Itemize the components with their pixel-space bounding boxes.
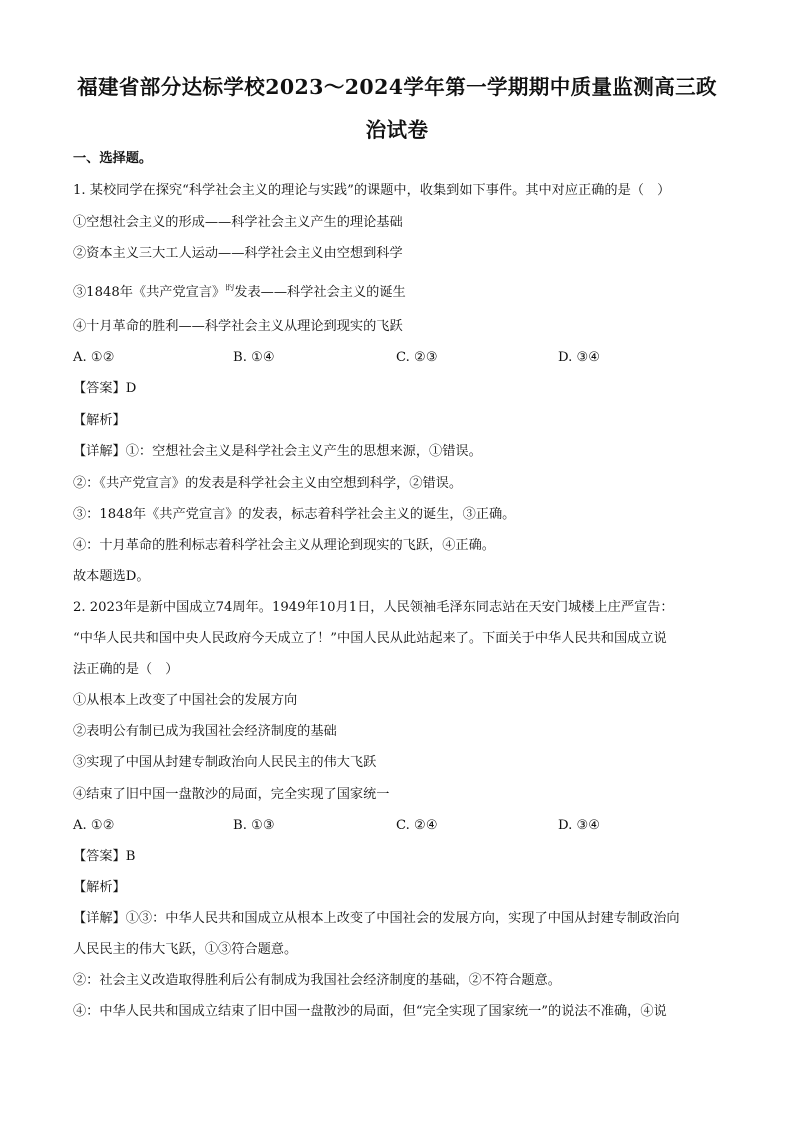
- question-1-detail-4: ④：十月革命的胜利标志着科学社会主义从理论到现实的飞跃，④正确。: [73, 538, 495, 553]
- question-2-option-d: D. ③④: [558, 818, 601, 833]
- question-1-stem: 1. 某校同学在探究“科学社会主义的理论与实践”的课题中，收集到如下事件。其中对应正确的是（ ）: [73, 183, 671, 198]
- question-2-option-c: C. ②④: [396, 818, 438, 833]
- question-2-option-b: B. ①③: [233, 818, 275, 833]
- question-2-stem-line-2: “中华人民共和国中央人民政府今天成立了！”中国人民从此站起来了。下面关于中华人民共和国成立说: [73, 631, 667, 646]
- question-2-answer: 【答案】B: [73, 849, 136, 864]
- question-2-option-a: A. ①②: [73, 818, 115, 833]
- question-2-detail-4: ④：中华人民共和国成立结束了旧中国一盘散沙的局面，但“完全实现了国家统一”的说法不准确，④说: [73, 1004, 667, 1019]
- question-1-answer: 【答案】D: [73, 381, 137, 396]
- question-1-option-c: C. ②③: [396, 350, 438, 365]
- question-1-option-d: D. ③④: [558, 350, 601, 365]
- question-2-stem-line-1: 2. 2023年是新中国成立74周年。1949年10月1日，人民领袖毛泽东同志站在天安门城楼上庄严宣告：: [73, 600, 674, 615]
- question-1-item-1: ①空想社会主义的形成——科学社会主义产生的理论基础: [73, 215, 403, 230]
- question-1-item-3-part-2: 发表——科学社会主义的诞生: [234, 285, 406, 300]
- question-1-detail-2: ②：《共产党宣言》的发表是科学社会主义由空想到科学，②错误。: [73, 476, 463, 491]
- question-1-item-4: ④十月革命的胜利——科学社会主义从理论到现实的飞跃: [73, 319, 403, 334]
- question-1-detail-3: ③：1848年《共产党宣言》的发表，标志着科学社会主义的诞生，③正确。: [73, 507, 516, 522]
- question-2-item-3: ③实现了中国从封建专制政治向人民民主的伟大飞跃: [73, 755, 377, 770]
- document-title-line-1: 福建省部分达标学校2023～2024学年第一学期期中质量监测高三政: [77, 75, 717, 99]
- question-2-item-1: ①从根本上改变了中国社会的发展方向: [73, 693, 298, 708]
- document-title-line-2: 治试卷: [365, 118, 429, 142]
- question-2-stem-line-3: 法正确的是（ ）: [73, 662, 179, 677]
- question-1-item-3-mark: 的: [225, 284, 235, 293]
- question-2-analysis-label: 【解析】: [73, 880, 126, 895]
- question-2-detail-1: 【详解】①③：中华人民共和国成立从根本上改变了中国社会的发展方向，实现了中国从封建专制政治向: [73, 911, 680, 926]
- question-1-item-2: ②资本主义三大工人运动——科学社会主义由空想到科学: [73, 246, 403, 261]
- question-1-analysis-label: 【解析】: [73, 413, 126, 428]
- question-1-option-a: A. ①②: [73, 350, 115, 365]
- question-2-detail-3: ②：社会主义改造取得胜利后公有制成为我国社会经济制度的基础，②不符合题意。: [73, 973, 561, 988]
- question-1-item-3: [73, 284, 723, 303]
- question-1-option-b: B. ①④: [233, 350, 275, 365]
- question-2-item-4: ④结束了旧中国一盘散沙的局面，完全实现了国家统一: [73, 787, 390, 802]
- question-2-detail-2: 人民民主的伟大飞跃，①③符合题意。: [73, 942, 298, 957]
- question-1-conclusion: 故本题选D。: [73, 569, 150, 584]
- question-2-item-2: ②表明公有制已成为我国社会经济制度的基础: [73, 724, 337, 739]
- question-1-detail-1: 【详解】①：空想社会主义是科学社会主义产生的思想来源，①错误。: [73, 444, 482, 459]
- section-heading: 一、选择题。: [73, 151, 153, 166]
- question-1-item-3-part-1: ③1848年《共产党宣言》: [73, 285, 226, 300]
